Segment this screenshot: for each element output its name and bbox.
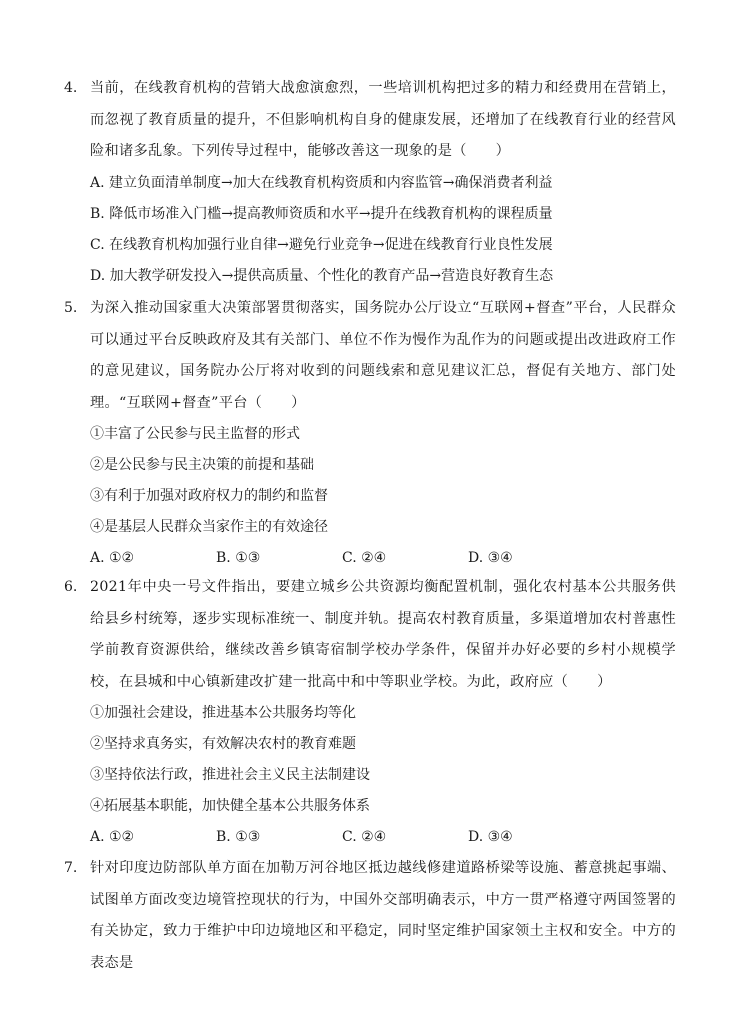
- choice-d[interactable]: D. ③④: [468, 550, 513, 566]
- statement-2: ②坚持求真务实，有效解决农村的教育难题: [90, 736, 356, 752]
- answer-choices: [90, 822, 676, 853]
- answer-choices: [90, 543, 676, 574]
- choice-b[interactable]: B. ①③: [216, 829, 261, 845]
- question-stem: 针对印度边防部队单方面在加勒万河谷地区抵边越线修建道路桥梁等设施、蓄意挑起事端、试图单方面改变边境管控现状的行为，中国外交部明确表示，中方一贯严格遵守两国签署的有关协定，致力于维护中印边境地区和平稳定，同时坚定维护国家领土主权和安全。中方的表态是: [90, 860, 676, 971]
- question-4: [64, 73, 676, 292]
- statement-2: ②是公民参与民主决策的前提和基础: [90, 457, 314, 473]
- question-number: 6.: [64, 579, 78, 595]
- statement-3: ③坚持依法行政，推进社会主义民主法制建设: [90, 767, 370, 783]
- option-c[interactable]: C. 在线教育机构加强行业自律→避免行业竞争→促进在线教育行业良性发展: [90, 236, 553, 253]
- choice-a[interactable]: A. ①②: [90, 550, 135, 566]
- statement-3: ③有利于加强对政府权力的制约和监督: [90, 488, 328, 504]
- statement-1: ①加强社会建设，推进基本公共服务均等化: [90, 705, 356, 721]
- choice-b[interactable]: B. ①③: [216, 550, 261, 566]
- option-d[interactable]: D. 加大教学研发投入→提供高质量、个性化的教育产品→营造良好教育生态: [90, 267, 554, 284]
- statement-4: ④拓展基本职能，加快健全基本公共服务体系: [90, 798, 370, 814]
- question-stem: 2021年中央一号文件指出，要建立城乡公共资源均衡配置机制，强化农村基本公共服务供给县乡村统筹，逐步实现标准统一、制度并轨。提高农村教育质量，多渠道增加农村普惠性学前教育资源供给，继续改善乡镇寄宿制学校办学条件，保留并办好必要的乡村小规模学校，在县城和中心镇新建改扩建一批高中和中等职业学校。为此，政府应（ ）: [90, 579, 676, 690]
- question-number: 7.: [64, 860, 78, 876]
- question-6: [64, 572, 676, 853]
- choice-a[interactable]: A. ①②: [90, 829, 135, 845]
- choice-c[interactable]: C. ②④: [342, 550, 387, 566]
- question-number: 5.: [64, 300, 78, 316]
- question-stem: 为深入推动国家重大决策部署贯彻落实，国务院办公厅设立“互联网+督查”平台，人民群众可以通过平台反映政府及其有关部门、单位不作为慢作为乱作为的问题或提出改进政府工作的意见建议，国务院办公厅将对收到的问题线索和意见建议汇总，督促有关地方、部门处理。“互联网+督查”平台（ ）: [90, 300, 676, 411]
- question-7: [64, 853, 676, 979]
- question-5: [64, 293, 676, 574]
- option-a[interactable]: A. 建立负面清单制度→加大在线教育机构资质和内容监管→确保消费者利益: [90, 174, 553, 191]
- question-stem: 当前，在线教育机构的营销大战愈演愈烈，一些培训机构把过多的精力和经费用在营销上，而忽视了教育质量的提升，不但影响机构自身的健康发展，还增加了在线教育行业的经营风险和诸多乱象。下列传导过程中，能够改善这一现象的是（ ）: [90, 80, 676, 159]
- choice-d[interactable]: D. ③④: [468, 829, 513, 845]
- choice-c[interactable]: C. ②④: [342, 829, 387, 845]
- statement-4: ④是基层人民群众当家作主的有效途径: [90, 519, 328, 535]
- statement-1: ①丰富了公民参与民主监督的形式: [90, 426, 300, 442]
- option-b[interactable]: B. 降低市场准入门槛→提高教师资质和水平→提升在线教育机构的课程质量: [90, 205, 553, 222]
- question-number: 4.: [64, 80, 78, 96]
